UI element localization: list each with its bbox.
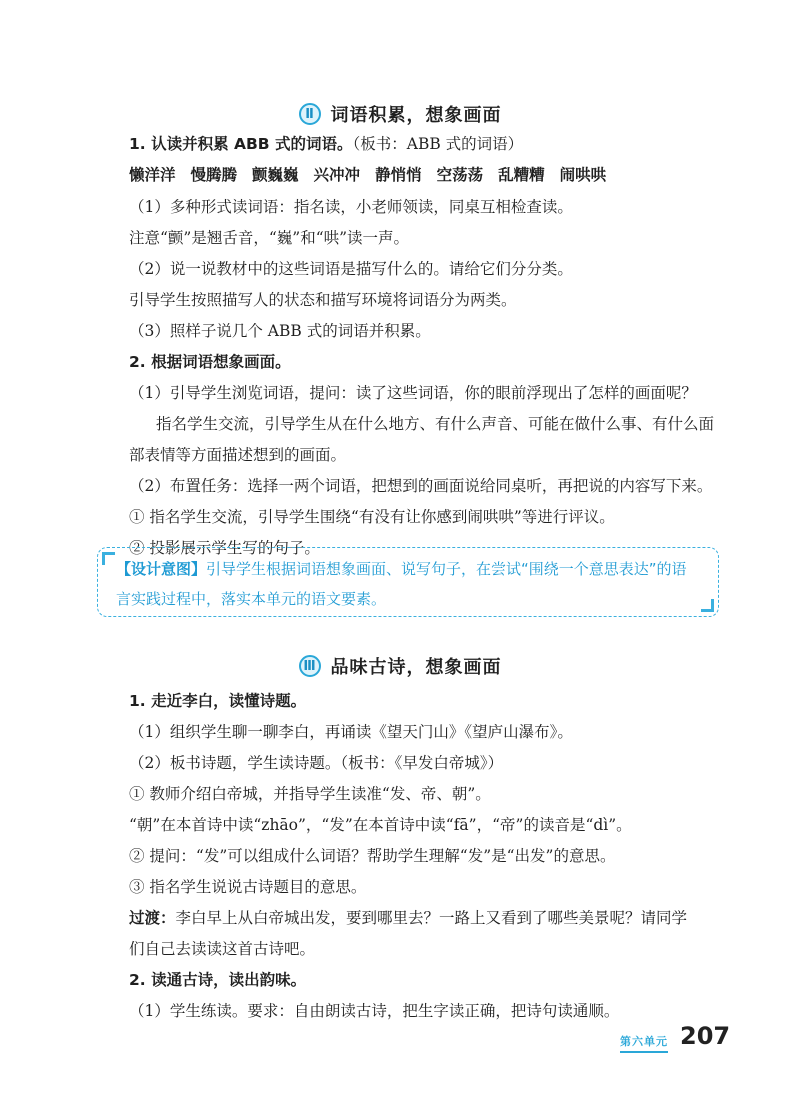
- paragraph: （2）说一说教材中的这些词语是描写什么的。请给它们分分类。: [129, 260, 573, 278]
- design-intent-label: 【设计意图】: [116, 560, 207, 578]
- section-badge: Ⅲ: [299, 655, 321, 677]
- heading-1: 1. 走近李白，读懂诗题。: [129, 692, 307, 710]
- paragraph: （1）引导学生浏览词语，提问：读了这些词语，你的眼前浮现出了怎样的画面呢？: [129, 384, 697, 402]
- word: 懒洋洋: [129, 166, 176, 184]
- paragraph: ③ 指名学生说说古诗题目的意思。: [129, 878, 367, 896]
- word-list: [129, 160, 719, 191]
- heading-2: 2. 根据词语想象画面。: [129, 353, 291, 371]
- word: 静悄悄: [375, 166, 422, 184]
- word: 空荡荡: [436, 166, 484, 184]
- box-corner: [102, 552, 115, 565]
- paragraph: ① 指名学生交流，引导学生围绕“有没有让你感到闹哄哄”等进行评议。: [129, 508, 615, 526]
- paragraph: （1）学生练读。要求：自由朗读古诗，把生字读正确，把诗句读通顺。: [129, 1002, 620, 1020]
- heading-1: 1. 认读并积累 ABB 式的词语。（板书：ABB 式的词语）: [129, 135, 524, 153]
- word: 乱糟糟: [498, 166, 545, 184]
- section-badge: Ⅱ: [299, 103, 321, 125]
- box-corner: [701, 599, 714, 612]
- section-header-3: [0, 648, 800, 684]
- paragraph: 部表情等方面描述想到的画面。: [129, 446, 347, 464]
- paragraph: （2）布置任务：选择一两个词语，把想到的画面说给同桌听，再把说的内容写下来。: [129, 477, 713, 495]
- paragraph: （1）组织学生聊一聊李白，再诵读《望天门山》《望庐山瀑布》。: [129, 723, 573, 741]
- word: 兴冲冲: [313, 166, 361, 184]
- paragraph: 指名学生交流，引导学生从在什么地方、有什么声音、可能在做什么事、有什么面: [156, 415, 715, 433]
- design-intent-box: [97, 547, 719, 617]
- page-number: 207: [680, 1022, 731, 1050]
- paragraph: ① 教师介绍白帝城，并指导学生读准“发、帝、朝”。: [129, 785, 491, 803]
- word: 慢腾腾: [190, 166, 238, 184]
- transition-paragraph: 过渡：李白早上从白帝城出发，要到哪里去？一路上又看到了哪些美景呢？请同学: [129, 909, 688, 927]
- section-title: 词语积累，想象画面: [330, 105, 502, 126]
- paragraph: （3）照样子说几个 ABB 式的词语并积累。: [129, 322, 431, 340]
- paragraph: ② 投影展示学生写的句子。: [129, 539, 320, 557]
- word: 颤巍巍: [252, 166, 299, 184]
- paragraph: 们自己去读读这首古诗吧。: [129, 940, 316, 958]
- section-title: 品味古诗，想象画面: [330, 657, 502, 678]
- paragraph: 引导学生按照描写人的状态和描写环境将词语分为两类。: [129, 291, 517, 309]
- section-header-2: [0, 96, 800, 132]
- transition-label: 过渡：: [129, 909, 176, 927]
- paragraph: “朝”在本首诗中读“zhāo”，“发”在本首诗中读“fā”，“帝”的读音是“dì”。: [129, 816, 632, 834]
- paragraph: 注意“颤”是翘舌音，“巍”和“哄”读一声。: [129, 229, 410, 247]
- paragraph: ② 提问：“发”可以组成什么词语？帮助学生理解“发”是“出发”的意思。: [129, 847, 616, 865]
- heading-2: 2. 读通古诗，读出韵味。: [129, 971, 307, 989]
- paragraph: （1）多种形式读词语：指名读，小老师领读，同桌互相检查读。: [129, 198, 573, 216]
- unit-label: 第六单元: [620, 1033, 668, 1053]
- design-intent-text: 引导学生根据词语想象画面、说写句子，在尝试“围绕一个意思表达”的语言实践过程中，落实本单元的语文要素。: [116, 560, 687, 608]
- paragraph: （2）板书诗题，学生读诗题。（板书：《早发白帝城》）: [129, 754, 504, 772]
- word: 闹哄哄: [559, 166, 607, 184]
